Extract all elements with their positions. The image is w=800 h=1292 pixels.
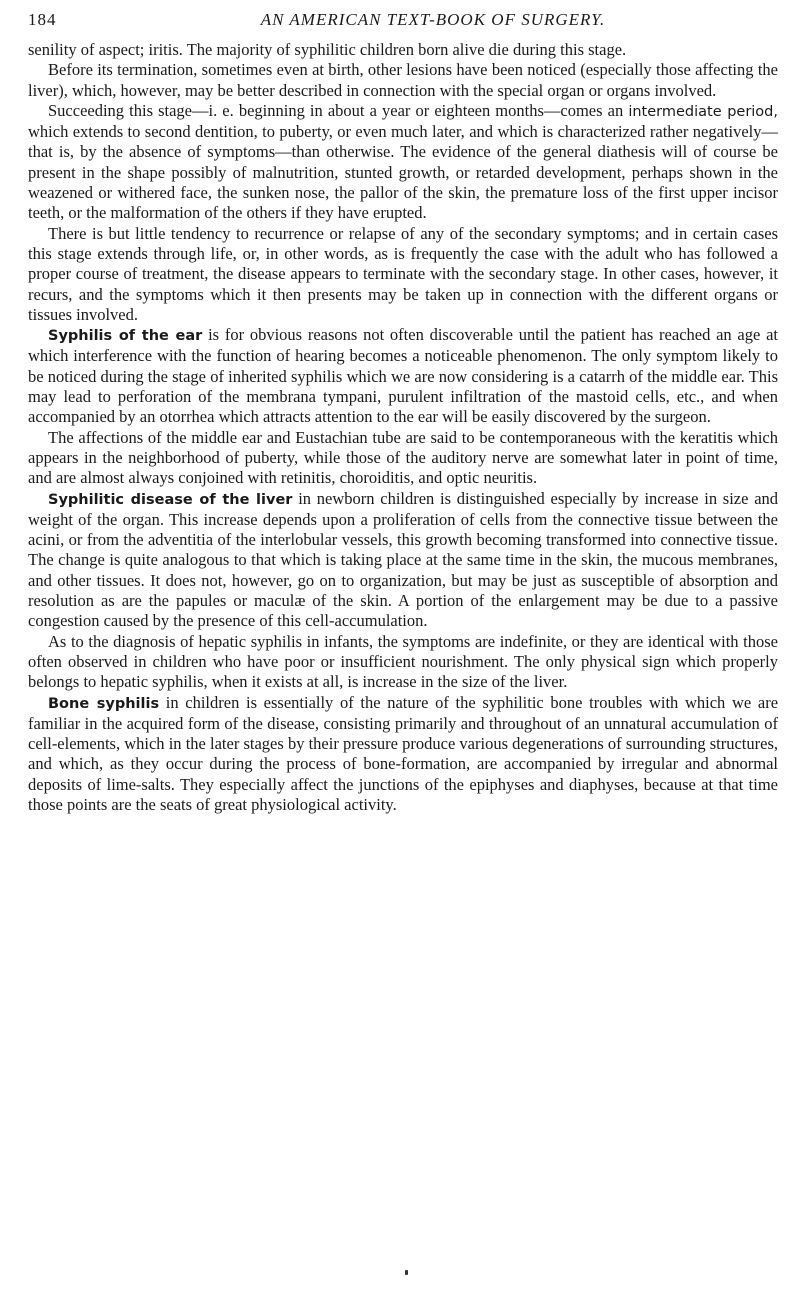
paragraph-text: Before its termination, sometimes even at birth, other lesions have been noticed (especially those affecting the liver), which, however, may be better described in connection with the special organ or organs involved. (28, 60, 778, 100)
paragraph-middle-ear (28, 428, 778, 489)
running-title: AN AMERICAN TEXT-BOOK OF SURGERY. (260, 10, 606, 29)
paragraph-text: As to the diagnosis of hepatic syphilis in infants, the symptoms are indefinite, or they are identical with those often observed in children who have poor or insufficient nourishment. The only physical sign which properly belongs to hepatic syphilis, when it exists at all, is increase in the size of the liver. (28, 631, 778, 692)
paragraph-before-termination (28, 60, 778, 101)
section-heading-intermediate-period: intermediate period, (628, 103, 778, 120)
paragraph-intermediate-period (28, 101, 778, 224)
section-heading-bone-syphilis: Bone syphilis (48, 695, 160, 712)
paragraph-text: in children is essentially of the nature of the syphilitic bone troubles with which we are familiar in the acquired form of the disease, consisting primarily and throughout of an unnatural accumulation of cell-elements, which in the later stages by their pressure produce various degenerations of surrounding structures, and which, as they occur during the process of bone-formation, are accompanied by irregular and abnormal deposits of lime-salts. They especially affect the junctions of the epiphyses and diaphyses, because at that time those points are the seats of great physiological activity. (28, 692, 779, 814)
section-heading-syphilis-of-ear: Syphilis of the ear (48, 328, 203, 345)
body-text (28, 40, 778, 815)
running-head (28, 10, 800, 38)
paragraph-syphilis-of-ear (28, 325, 778, 427)
paragraph-text: which extends to second dentition, to puberty, or even much later, and which is characterized rather negatively—that is, by the absence of symptoms—than otherwise. The evidence of the general diathesis will of course be present in the shape possibly of malnutrition, stunted growth, or retarded development, perhaps shown in the weazened or withered face, the sunken nose, the pallor of the skin, the premature loss of the first upper incisor teeth, or the malformation of the others if they have erupted. (28, 122, 778, 223)
paragraph-hepatic-diagnosis (28, 632, 778, 693)
paragraph-bone-syphilis (28, 693, 778, 816)
section-heading-liver: Syphilitic disease of the liver (48, 491, 293, 508)
print-speck (405, 1270, 408, 1275)
paragraph-text: Succeeding this stage—i. e. beginning in about a year or eighteen months—comes an (48, 100, 624, 120)
paragraph-liver (28, 489, 778, 632)
paragraph-text: in newborn children is distinguished especially by increase in size and weight of the organ. This increase depends upon a proliferation of cells from the connective tissue between the acini, or from the adventitia of the interlobular vessels, this growth becoming transformed into connective tissue. The change is quite analogous to that which is taking place at the same time in the skin, the mucous membranes, and other tissues. It does not, however, go on to organization, but may be just as susceptible of absorption and resolution as are the papules or maculæ of the skin. A portion of the enlargement may be due to a passive congestion caused by the presence of this cell-accumulation. (28, 488, 779, 631)
page-number: 184 (28, 10, 57, 29)
paragraph-recurrence (28, 224, 778, 325)
paragraph-text: The affections of the middle ear and Eustachian tube are said to be contemporaneous with the keratitis which appears in the neighborhood of puberty, while those of the auditory nerve are somewhat later in point of time, and are almost always conjoined with retinitis, choroiditis, and optic neuritis. (28, 427, 778, 488)
paragraph-text: There is but little tendency to recurrence or relapse of any of the secondary symptoms; and in certain cases this stage extends through life, or, in other words, as is frequently the case with the adult who has followed a proper course of treatment, the disease appears to terminate with the secondary stage. In other cases, however, it recurs, and the symptoms which it then presents may be taken up in connection with the different organs or tissues involved. (28, 223, 778, 324)
paragraph-senility (28, 40, 778, 60)
paragraph-text: is for obvious reasons not often discoverable until the patient has reached an age at which interference with the function of hearing becomes a noticeable phenomenon. The only symptom likely to be noticed during the stage of inherited syphilis which we are now considering is a catarrh of the middle ear. This may lead to perforation of the membrana tympani, purulent infiltration of the mastoid cells, etc., and when accompanied by an otorrhea which attracts attention to the ear will be easily discovered by the surgeon. (28, 325, 778, 427)
paragraph-text: senility of aspect; iritis. The majority of syphilitic children born alive die during this stage. (28, 40, 627, 59)
